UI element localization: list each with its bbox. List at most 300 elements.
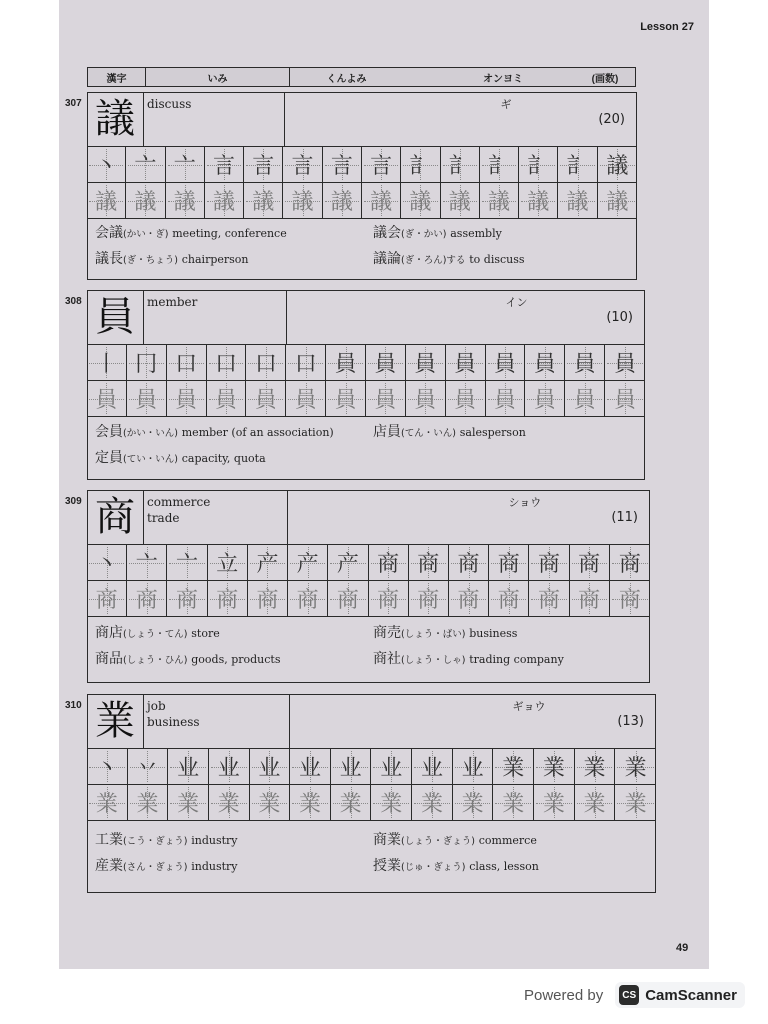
entry-header: [87, 290, 645, 345]
vocab-word: 議長: [95, 250, 123, 267]
stroke-cell: [369, 545, 409, 581]
vocabulary-list: [87, 821, 656, 893]
practice-glyph: 商: [296, 588, 319, 613]
vocab-word: 産業: [95, 858, 123, 874]
vocab-word: 議会: [373, 224, 401, 241]
vocab-item: [373, 622, 517, 642]
practice-glyph: 業: [299, 792, 322, 817]
practice-cell: [244, 183, 283, 219]
stroke-glyph: 訁: [448, 154, 471, 179]
vocab-word: 議論: [373, 250, 401, 267]
vocab-reading: (てん・いん): [401, 427, 456, 439]
stroke-cell: [126, 147, 165, 183]
stroke-cell: [441, 147, 480, 183]
practice-row: [87, 381, 645, 417]
practice-glyph: 員: [454, 388, 477, 413]
stroke-cell: [127, 545, 167, 581]
reading-divider: [289, 694, 290, 748]
main-kanji: 員: [87, 290, 144, 344]
stroke-cell: [570, 545, 610, 581]
stroke-cell: [246, 345, 286, 381]
vocab-word: 店員: [373, 423, 401, 440]
vocab-reading: (しょう・ばい): [401, 629, 466, 640]
stroke-cell: [167, 345, 207, 381]
stroke-count: (13): [617, 714, 644, 729]
stroke-glyph: 言: [370, 154, 393, 179]
column-header: [87, 67, 636, 87]
practice-glyph: 業: [583, 792, 606, 817]
vocab-word: 商社: [373, 651, 401, 667]
vocab-item: [95, 248, 249, 268]
vocab-reading: (じゅ・ぎょう): [401, 862, 466, 873]
practice-cell: [248, 581, 288, 617]
stroke-glyph: 产: [256, 552, 279, 577]
stroke-glyph: 業: [624, 756, 647, 781]
vocab-reading: (かい・ぎ): [123, 228, 169, 240]
meaning-line-1: discuss: [147, 97, 192, 111]
vocab-item: [373, 222, 502, 242]
vocab-meaning: commerce: [478, 834, 537, 847]
vocabulary-list: [87, 417, 645, 480]
practice-cell: [328, 581, 368, 617]
stroke-glyph: 业: [380, 756, 403, 781]
practice-cell: [565, 381, 605, 417]
stroke-order-row: [87, 345, 645, 381]
stroke-cell: [486, 345, 526, 381]
vocab-reading: (こう・ぎょう): [123, 836, 188, 847]
meaning-line-1: job: [147, 699, 166, 713]
practice-glyph: 業: [542, 792, 565, 817]
vocab-word: 商売: [373, 625, 401, 641]
practice-glyph: 員: [135, 388, 158, 413]
practice-glyph: 員: [533, 388, 556, 413]
practice-cell: [369, 581, 409, 617]
practice-row: [87, 785, 656, 821]
practice-cell: [489, 581, 529, 617]
kanji-meaning: [147, 96, 277, 112]
stroke-glyph: 业: [299, 756, 322, 781]
practice-cell: [250, 785, 291, 821]
practice-cell: [605, 381, 645, 417]
practice-cell: [598, 183, 637, 219]
stroke-cell: [362, 147, 401, 183]
stroke-glyph: 业: [217, 756, 240, 781]
meaning-line-1: commerce: [147, 495, 211, 509]
stroke-glyph: 訁: [566, 154, 589, 179]
stroke-cell: [323, 147, 362, 183]
practice-cell: [493, 785, 534, 821]
stroke-cell: [529, 545, 569, 581]
practice-glyph: 議: [330, 190, 353, 215]
stroke-glyph: 業: [542, 756, 565, 781]
practice-glyph: 商: [618, 588, 641, 613]
stroke-glyph: 商: [417, 552, 440, 577]
practice-cell: [446, 381, 486, 417]
stroke-order-row: [87, 545, 650, 581]
reading-divider: [287, 490, 288, 544]
meaning-line-2: trade: [147, 511, 180, 525]
vocab-word: 工業: [95, 832, 123, 848]
stroke-cell: [168, 749, 209, 785]
practice-glyph: 業: [420, 792, 443, 817]
stroke-cell: [209, 749, 250, 785]
kanji-meaning: [147, 494, 277, 526]
practice-cell: [362, 183, 401, 219]
practice-glyph: 商: [497, 588, 520, 613]
practice-glyph: 員: [414, 388, 437, 413]
vocab-word: 商業: [373, 832, 401, 848]
practice-cell: [87, 381, 127, 417]
practice-glyph: 員: [254, 388, 277, 413]
stroke-glyph: 言: [252, 154, 275, 179]
practice-cell: [558, 183, 597, 219]
practice-glyph: 員: [294, 388, 317, 413]
practice-cell: [167, 381, 207, 417]
vocab-word: 会員: [95, 423, 123, 440]
entry-number: 308: [65, 296, 82, 307]
stroke-count: (10): [606, 310, 633, 325]
col-kunyomi: くんよみ: [326, 73, 367, 85]
stroke-cell: [288, 545, 328, 581]
stroke-order-row: [87, 749, 656, 785]
stroke-cell: [244, 147, 283, 183]
stroke-cell: [366, 345, 406, 381]
stroke-cell: [453, 749, 494, 785]
practice-cell: [371, 785, 412, 821]
vocab-meaning: business: [469, 627, 518, 640]
practice-cell: [449, 581, 489, 617]
practice-cell: [406, 381, 446, 417]
vocab-reading: (ぎ・かい): [401, 228, 447, 240]
stroke-order-row: [87, 147, 637, 183]
stroke-glyph: 口: [254, 352, 277, 377]
practice-glyph: 業: [502, 792, 525, 817]
stroke-cell: [480, 147, 519, 183]
page-number: 49: [676, 942, 689, 954]
entry-number: 310: [65, 700, 82, 711]
practice-cell: [127, 581, 167, 617]
stroke-glyph: 員: [614, 352, 637, 377]
entry-header: [87, 694, 656, 749]
stroke-cell: [208, 545, 248, 581]
practice-glyph: 商: [176, 588, 199, 613]
reading-divider: [284, 92, 285, 146]
stroke-cell: [166, 147, 205, 183]
stroke-cell: [286, 345, 326, 381]
vocab-word: 商店: [95, 625, 123, 641]
vocab-meaning: industry: [191, 860, 238, 873]
vocab-item: [95, 447, 266, 467]
stroke-cell: [449, 545, 489, 581]
stroke-cell: [205, 147, 244, 183]
stroke-cell: [446, 345, 486, 381]
practice-cell: [529, 581, 569, 617]
stroke-glyph: 員: [414, 352, 437, 377]
vocab-item: [95, 421, 334, 441]
stroke-glyph: 言: [330, 154, 353, 179]
onyomi-reading: イン: [505, 296, 528, 309]
practice-glyph: 議: [134, 190, 157, 215]
kanji-entry: [65, 490, 650, 683]
practice-cell: [575, 785, 616, 821]
stroke-cell: [401, 147, 440, 183]
practice-glyph: 商: [256, 588, 279, 613]
practice-glyph: 議: [173, 190, 196, 215]
entry-header: [87, 92, 637, 147]
practice-glyph: 議: [291, 190, 314, 215]
practice-cell: [409, 581, 449, 617]
vocab-reading: (しょう・てん): [123, 629, 188, 640]
practice-glyph: 業: [339, 792, 362, 817]
practice-cell: [453, 785, 494, 821]
vocab-meaning: capacity, quota: [181, 451, 266, 465]
stroke-cell: [409, 545, 449, 581]
practice-cell: [127, 381, 167, 417]
stroke-glyph: 亠: [134, 154, 157, 179]
stroke-cell: [489, 545, 529, 581]
practice-row: [87, 581, 650, 617]
practice-glyph: 商: [135, 588, 158, 613]
practice-cell: [290, 785, 331, 821]
stroke-glyph: 丶: [95, 552, 118, 577]
stroke-glyph: 業: [583, 756, 606, 781]
practice-cell: [128, 785, 169, 821]
practice-cell: [519, 183, 558, 219]
stroke-count: (20): [598, 112, 625, 127]
stroke-count: (11): [611, 510, 638, 525]
stroke-cell: [283, 147, 322, 183]
stroke-glyph: 丨: [95, 352, 118, 377]
stroke-cell: [519, 147, 558, 183]
stroke-glyph: 員: [374, 352, 397, 377]
practice-glyph: 員: [573, 388, 596, 413]
practice-glyph: 業: [95, 792, 118, 817]
stroke-cell: [406, 345, 446, 381]
vocab-item: [373, 648, 564, 668]
practice-glyph: 商: [417, 588, 440, 613]
scanner-footer: [524, 982, 745, 1008]
stroke-cell: [128, 749, 169, 785]
stroke-glyph: 亠: [176, 552, 199, 577]
stroke-glyph: 員: [533, 352, 556, 377]
stroke-cell: [167, 545, 207, 581]
stroke-glyph: 言: [291, 154, 314, 179]
vocab-meaning: industry: [191, 834, 238, 847]
practice-cell: [525, 381, 565, 417]
practice-cell: [610, 581, 650, 617]
vocab-item: [95, 648, 281, 668]
stroke-glyph: 員: [334, 352, 357, 377]
vocab-item: [95, 855, 238, 875]
practice-glyph: 員: [95, 388, 118, 413]
stroke-cell: [493, 749, 534, 785]
kanji-entry: [65, 290, 645, 480]
vocab-word: 商品: [95, 651, 123, 667]
vocab-word: 授業: [373, 858, 401, 874]
kanji-entry: [65, 694, 656, 893]
stroke-glyph: 口: [294, 352, 317, 377]
stroke-cell: [250, 749, 291, 785]
stroke-cell: [326, 345, 366, 381]
stroke-cell: [598, 147, 637, 183]
vocab-reading: (しょう・ひん): [123, 655, 188, 666]
practice-cell: [366, 381, 406, 417]
practice-glyph: 商: [578, 588, 601, 613]
vocab-meaning: chairperson: [181, 252, 249, 266]
vocab-reading: (てい・いん): [123, 453, 178, 465]
stroke-glyph: 員: [573, 352, 596, 377]
vocabulary-list: [87, 617, 650, 683]
practice-cell: [331, 785, 372, 821]
practice-cell: [486, 381, 526, 417]
stroke-cell: [87, 147, 126, 183]
camscanner-brand: CamScanner: [645, 986, 737, 1004]
stroke-glyph: 业: [339, 756, 362, 781]
practice-cell: [615, 785, 656, 821]
vocab-reading: (しょう・しゃ): [401, 655, 466, 666]
practice-glyph: 議: [95, 190, 118, 215]
practice-glyph: 議: [448, 190, 471, 215]
practice-cell: [246, 381, 286, 417]
stroke-cell: [290, 749, 331, 785]
practice-cell: [87, 581, 127, 617]
entry-number: 309: [65, 496, 82, 507]
practice-cell: [570, 581, 610, 617]
practice-glyph: 議: [566, 190, 589, 215]
stroke-glyph: 产: [296, 552, 319, 577]
stroke-cell: [87, 749, 128, 785]
meaning-line-1: member: [147, 295, 198, 309]
practice-glyph: 商: [537, 588, 560, 613]
stroke-glyph: 业: [461, 756, 484, 781]
stroke-glyph: 商: [537, 552, 560, 577]
practice-glyph: 議: [212, 190, 235, 215]
vocab-meaning: meeting, conference: [172, 226, 287, 240]
reading-divider: [286, 290, 287, 344]
stroke-glyph: 亠: [173, 154, 196, 179]
vocab-reading: (ぎ・ちょう): [123, 254, 178, 266]
vocab-word: 定員: [95, 449, 123, 466]
practice-glyph: 商: [95, 588, 118, 613]
practice-glyph: 商: [377, 588, 400, 613]
main-kanji: 業: [87, 694, 144, 748]
stroke-cell: [534, 749, 575, 785]
vocab-meaning: assembly: [450, 226, 502, 240]
practice-cell: [87, 785, 128, 821]
stroke-glyph: 立: [216, 552, 239, 577]
stroke-glyph: 丶: [95, 756, 118, 781]
vocab-reading: (ぎ・ろん)する: [401, 254, 466, 266]
practice-glyph: 商: [216, 588, 239, 613]
vocab-meaning: salesperson: [459, 425, 526, 439]
practice-glyph: 議: [409, 190, 432, 215]
stroke-glyph: 業: [502, 756, 525, 781]
stroke-glyph: 員: [493, 352, 516, 377]
stroke-glyph: 冂: [135, 352, 158, 377]
stroke-glyph: 业: [258, 756, 281, 781]
practice-cell: [288, 581, 328, 617]
onyomi-reading: ギョウ: [512, 700, 546, 713]
stroke-glyph: 商: [497, 552, 520, 577]
practice-glyph: 業: [624, 792, 647, 817]
practice-glyph: 議: [606, 190, 629, 215]
stroke-glyph: 亠: [135, 552, 158, 577]
col-strokes: (画数): [591, 73, 619, 85]
stroke-cell: [412, 749, 453, 785]
stroke-cell: [565, 345, 605, 381]
practice-cell: [166, 183, 205, 219]
stroke-glyph: 訁: [409, 154, 432, 179]
practice-cell: [441, 183, 480, 219]
vocab-reading: (かい・いん): [123, 427, 178, 439]
stroke-glyph: 議: [606, 154, 629, 179]
practice-glyph: 業: [258, 792, 281, 817]
stroke-cell: [525, 345, 565, 381]
vocab-item: [95, 622, 220, 642]
camscanner-badge: [615, 982, 745, 1008]
vocabulary-list: [87, 219, 637, 280]
practice-cell: [323, 183, 362, 219]
practice-row: [87, 183, 637, 219]
practice-cell: [326, 381, 366, 417]
stroke-cell: [328, 545, 368, 581]
practice-glyph: 員: [334, 388, 357, 413]
meaning-line-2: business: [147, 715, 200, 729]
practice-cell: [208, 581, 248, 617]
stroke-glyph: 商: [578, 552, 601, 577]
stroke-glyph: 商: [457, 552, 480, 577]
stroke-glyph: 丶: [95, 154, 118, 179]
col-kanji: 漢字: [88, 68, 146, 86]
practice-cell: [412, 785, 453, 821]
stroke-cell: [575, 749, 616, 785]
stroke-cell: [87, 545, 127, 581]
practice-glyph: 議: [487, 190, 510, 215]
vocab-item: [373, 855, 539, 875]
entry-number: 307: [65, 98, 82, 109]
vocab-item: [95, 222, 287, 242]
practice-glyph: 業: [380, 792, 403, 817]
vocab-meaning: goods, products: [191, 653, 281, 666]
vocab-item: [373, 829, 537, 849]
practice-cell: [401, 183, 440, 219]
stroke-glyph: 业: [420, 756, 443, 781]
kanji-entry: [65, 92, 637, 280]
vocab-meaning: member (of an association): [181, 425, 334, 439]
vocab-word: 会議: [95, 224, 123, 241]
practice-glyph: 員: [493, 388, 516, 413]
col-imi: いみ: [146, 68, 290, 86]
stroke-glyph: 商: [618, 552, 641, 577]
practice-cell: [168, 785, 209, 821]
practice-cell: [283, 183, 322, 219]
practice-glyph: 業: [177, 792, 200, 817]
vocab-item: [373, 248, 525, 268]
vocab-reading: (しょう・ぎょう): [401, 836, 475, 847]
practice-glyph: 員: [214, 388, 237, 413]
stroke-cell: [610, 545, 650, 581]
main-kanji: 議: [87, 92, 144, 146]
practice-cell: [286, 381, 326, 417]
stroke-glyph: 商: [377, 552, 400, 577]
practice-cell: [209, 785, 250, 821]
stroke-cell: [558, 147, 597, 183]
practice-cell: [205, 183, 244, 219]
practice-cell: [126, 183, 165, 219]
stroke-glyph: 丷: [136, 756, 159, 781]
onyomi-reading: ショウ: [508, 496, 542, 509]
stroke-glyph: 产: [336, 552, 359, 577]
